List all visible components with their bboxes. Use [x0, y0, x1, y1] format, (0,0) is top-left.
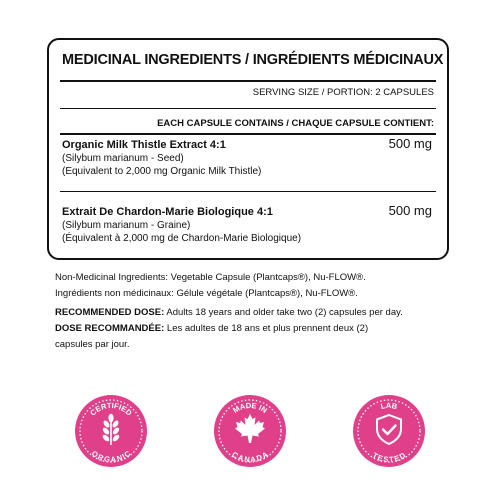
medicinal-ingredients-panel [47, 38, 449, 260]
non-medicinal-en: Non-Medicinal Ingredients: Vegetable Capsule (Plantcaps®), Nu-FLOW®. [55, 272, 366, 283]
dose-en-label: RECOMMENDED DOSE: [55, 307, 165, 318]
ingredient-amount: 500 mg [388, 136, 432, 151]
badge-top-text: MADE IN [231, 400, 269, 415]
each-capsule-contains: EACH CAPSULE CONTAINS / CHAQUE CAPSULE CONTIENT: [157, 118, 434, 129]
badge-bottom-text: TESTED [370, 450, 408, 465]
shield-check-icon [377, 415, 401, 444]
certified-organic-badge [75, 395, 147, 467]
certification-badges [0, 395, 500, 475]
made-in-canada-badge [214, 395, 286, 467]
svg-text:ORGANIC [90, 449, 133, 465]
dose-en-text: Adults 18 years and older take two (2) capsules per day. [166, 307, 403, 318]
recommended-dose [55, 305, 403, 353]
ingredient-equivalent: (Equivalent to 2,000 mg Organic Milk Thistle) [62, 166, 262, 177]
badge-top-text: CERTIFIED [88, 400, 134, 418]
title-divider [60, 80, 436, 82]
leaf-sprig-icon [102, 414, 121, 445]
ingredient-equivalent: (Équivalent à 2,000 mg de Chardon-Marie Biologique) [62, 233, 302, 244]
non-medicinal-fr: Ingrédients non médicinaux: Gélule végétale (Plantcaps®), Nu-FLOW®. [55, 288, 358, 299]
svg-text:LAB [380, 401, 399, 411]
ingredient-name: Extrait De Chardon-Marie Biologique 4:1 [62, 206, 273, 218]
ingredient-divider [60, 191, 436, 192]
badge-bottom-text: CANADA [230, 449, 270, 465]
header-divider [60, 133, 436, 135]
maple-leaf-icon [235, 414, 265, 443]
badge-top-text: LAB [379, 400, 399, 412]
ingredient-source: (Silybum marianum - Graine) [62, 220, 191, 231]
badge-bottom-text: ORGANIC [89, 448, 133, 465]
dose-fr [55, 321, 403, 337]
dose-en [55, 305, 403, 321]
dose-fr-label: DOSE RECOMMANDÉE: [55, 323, 165, 334]
lab-tested-badge [353, 395, 425, 467]
serving-size: SERVING SIZE / PORTION: 2 CAPSULES [252, 87, 434, 98]
ingredient-french [62, 203, 432, 244]
ingredient-source: (Silybum marianum - Seed) [62, 153, 184, 164]
dose-fr-text: Les adultes de 18 ans et plus prennent deux (2) [166, 323, 369, 334]
dose-fr-continued: capsules par jour. [55, 339, 130, 350]
non-medicinal-ingredients [55, 270, 366, 302]
panel-title: MEDICINAL INGREDIENTS / INGRÉDIENTS MÉDICINAUX [62, 52, 444, 68]
serving-divider [60, 108, 436, 109]
ingredient-english [62, 136, 432, 177]
ingredient-amount: 500 mg [388, 203, 432, 218]
ingredient-name: Organic Milk Thistle Extract 4:1 [62, 139, 226, 151]
